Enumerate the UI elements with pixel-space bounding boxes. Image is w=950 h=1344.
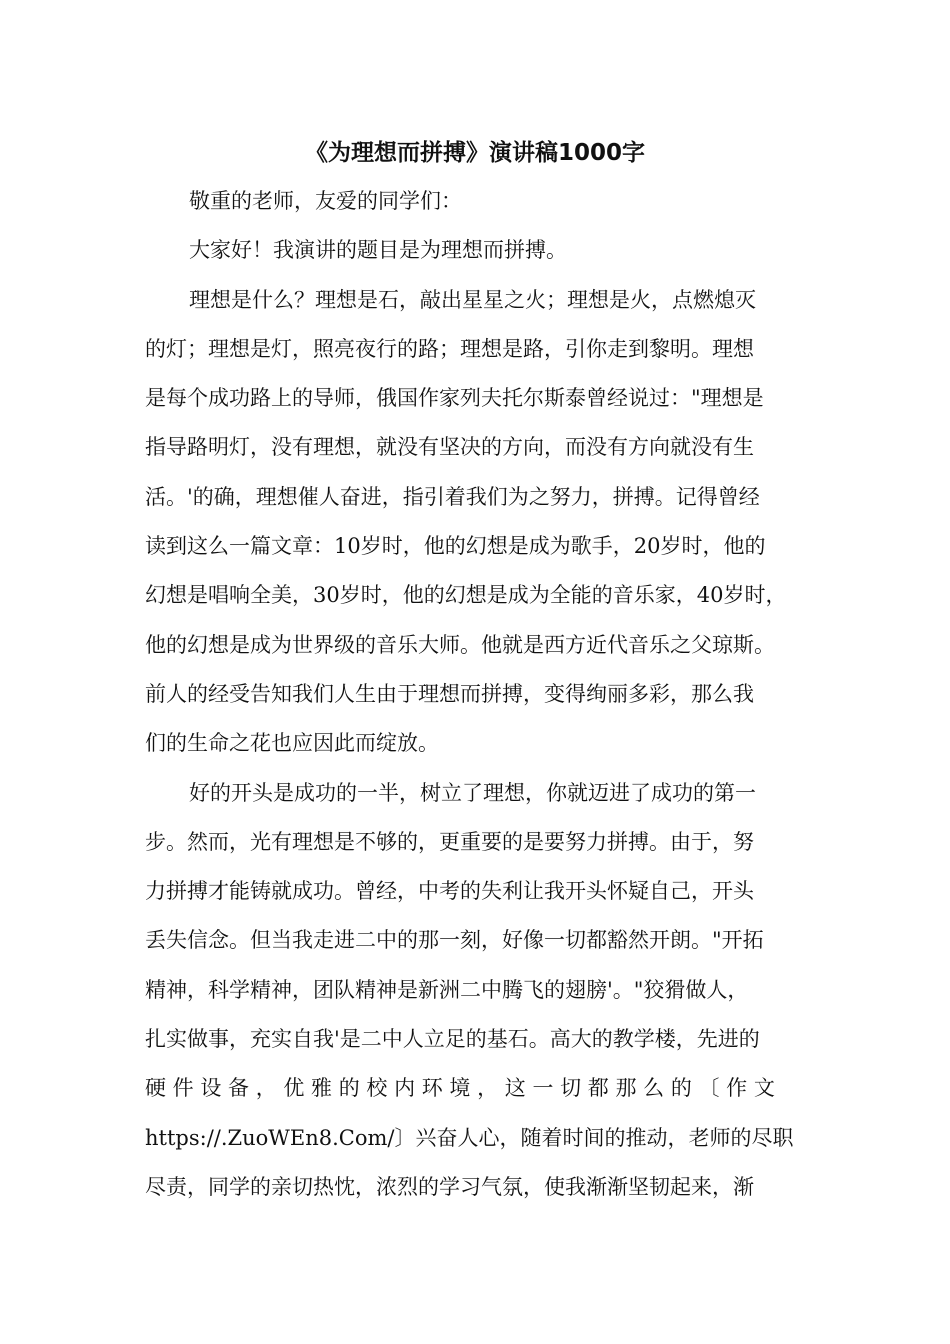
text-line: 们的生命之花也应因此而绽放。 [145,731,439,756]
text-line: 好的开头是成功的一半，树立了理想，你就迈进了成功的第一 [189,780,756,805]
document-body [145,184,810,1219]
text-line: 幻想是唱响全美，30岁时，他的幻想是成为全能的音乐家，40岁时， [145,583,787,608]
text-line: 前人的经受告知我们人生由于理想而拼搏，变得绚丽多彩，那么我 [145,681,754,706]
text-line: 理想是什么？理想是石，敲出星星之火；理想是火，点燃熄灭 [189,287,756,312]
text-line: 的灯；理想是灯，照亮夜行的路；理想是路，引你走到黎明。理想 [145,336,754,361]
text-line: 丢失信念。但当我走进二中的那一刻，好像一切都豁然开朗。"开拓 [145,928,764,953]
document-title: 《为理想而拼搏》演讲稿1000字 [304,140,645,166]
text-line: 指导路明灯，没有理想，就没有坚决的方向，而没有方向就没有生 [145,435,754,460]
text-line: https://.ZuoWEn8.Com/〕兴奋人心，随着时间的推动，老师的尽职 [145,1125,794,1150]
text-line: 活。'的确，理想催人奋进，指引着我们为之努力，拼搏。记得曾经 [145,484,760,509]
text-line: 尽责，同学的亲切热忱，浓烈的学习气氛，使我渐渐坚韧起来，渐 [145,1174,754,1199]
text-line: 扎实做事，充实自我'是二中人立足的基石。高大的教学楼，先进的 [145,1027,760,1052]
text-line: 他的幻想是成为世界级的音乐大师。他就是西方近代音乐之父琼斯。 [145,632,775,657]
text-line-greeting: 大家好！我演讲的题目是为理想而拼搏。 [189,238,567,263]
text-line-salutation: 敬重的老师，友爱的同学们： [189,189,462,213]
text-line: 步。然而，光有理想是不够的，更重要的是要努力拼搏。由于，努 [145,829,754,854]
text-line: 硬 件 设 备 ， 优 雅 的 校 内 环 境 ， 这 一 切 都 那 么 的 〔 作 文 [145,1076,775,1101]
text-line: 精神，科学精神，团队精神是新洲二中腾飞的翅膀'。"狡猾做人， [145,977,749,1002]
text-line: 是每个成功路上的导师，俄国作家列夫托尔斯泰曾经说过："理想是 [145,386,764,411]
text-line: 力拼搏才能铸就成功。曾经，中考的失利让我开头怀疑自己，开头 [145,879,754,904]
text-line: 读到这么一篇文章：10岁时，他的幻想是成为歌手，20岁时，他的 [145,534,766,559]
